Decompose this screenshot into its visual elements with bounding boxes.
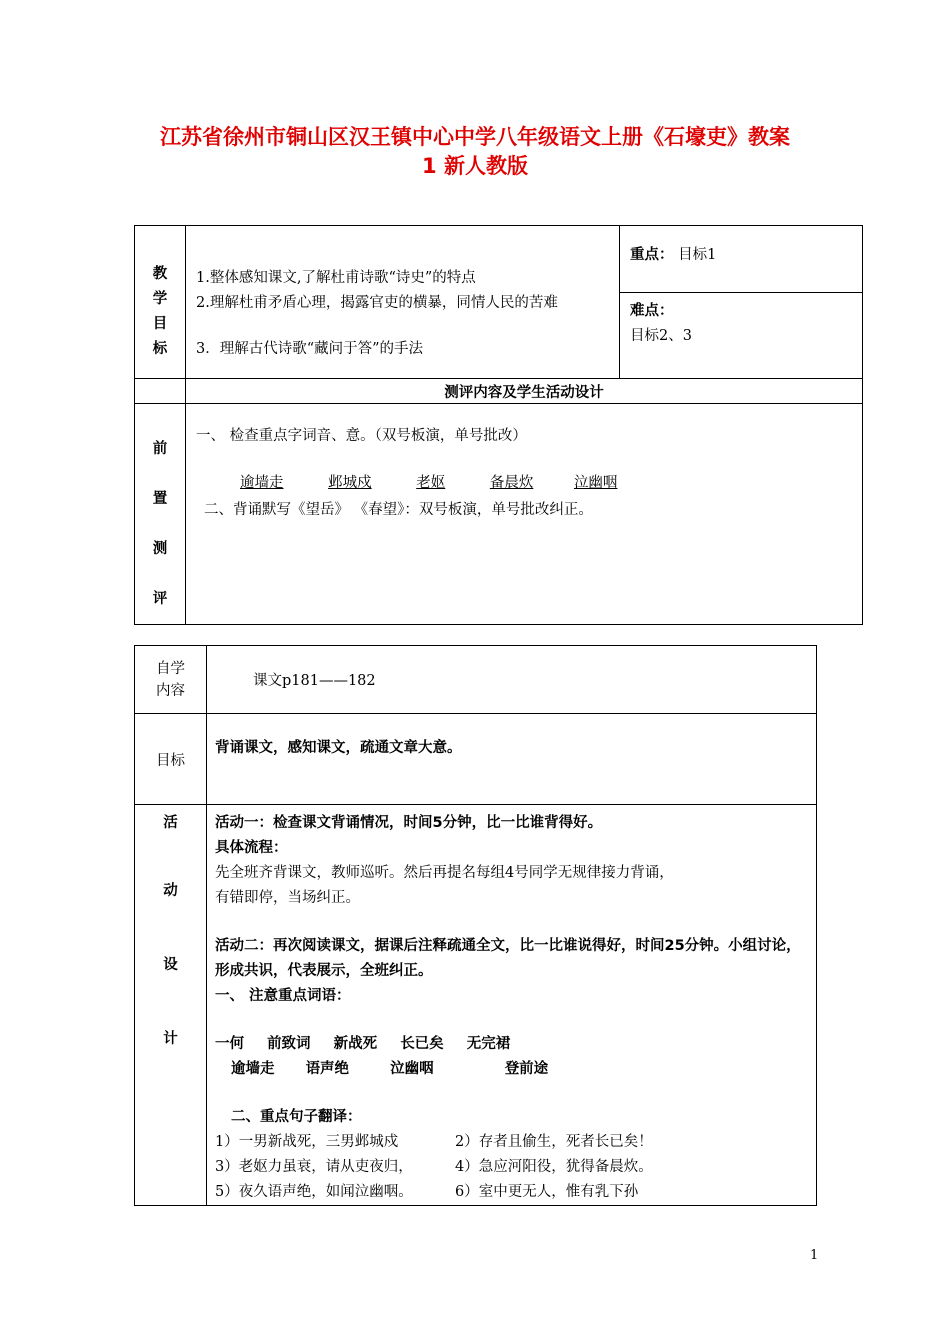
- pretest-word: 邺城戍: [328, 475, 372, 491]
- lesson-goals-table: [134, 225, 863, 625]
- activity-label-char: 计: [163, 1031, 178, 1047]
- key-word: 语声绝: [305, 1061, 350, 1077]
- words-row-1: [215, 1032, 808, 1057]
- key-point-label: 重点：: [630, 247, 674, 263]
- difficulty-cell: [620, 293, 863, 379]
- words-row-2: [215, 1057, 808, 1082]
- pretest-label-char: 前: [152, 441, 168, 457]
- pretest-label-char: 测: [152, 541, 168, 557]
- process-label: 具体流程：: [215, 840, 288, 856]
- goal-item: 2.理解杜甫矛盾心理，揭露官吏的横暴，同情人民的苦难: [196, 295, 558, 311]
- key-word: 登前途: [504, 1061, 549, 1077]
- header-blank-cell: [135, 379, 186, 404]
- activity-label-char: 设: [163, 957, 178, 973]
- goal-value: 背诵课文，感知课文，疏通文章大意。: [215, 740, 462, 756]
- key-word: 新战死: [333, 1036, 378, 1052]
- sentence-item: 6）室中更无人，惟有乳下孙: [455, 1184, 639, 1200]
- sentence-item: 3）老妪力虽衰，请从吏夜归，: [215, 1159, 413, 1175]
- sentence-item: 1）一男新战死，三男邺城戍: [215, 1134, 399, 1150]
- goal-content-cell: [207, 714, 817, 805]
- key-word: 前致词: [267, 1036, 311, 1052]
- pretest-word-list: [196, 471, 862, 492]
- goals-label-char: 标: [152, 341, 168, 357]
- pretest-label-char: 置: [152, 491, 168, 507]
- activity-label-cell: [135, 805, 207, 1206]
- key-word: 无完裙: [466, 1036, 511, 1052]
- process-line: 有错即停，当场纠正。: [215, 890, 360, 906]
- words-heading: 一、 注意重点词语：: [215, 988, 351, 1004]
- activity-label-char: 动: [163, 883, 178, 899]
- sentence-row: [215, 1180, 808, 1205]
- sentence-row: [215, 1155, 808, 1180]
- key-word: 泣幽咽: [390, 1061, 434, 1077]
- selfstudy-content-cell: [207, 646, 817, 714]
- pretest-label-cell: [135, 404, 186, 625]
- sentence-item: 5）夜久语声绝，如闻泣幽咽。: [215, 1184, 413, 1200]
- goal-item: 3．理解古代诗歌“藏问于答”的手法: [196, 341, 424, 357]
- sentence-item: 2）存者且偷生，死者长已矣！: [455, 1134, 653, 1150]
- goals-label-cell: [135, 226, 186, 379]
- pretest-word: 备晨炊: [489, 475, 534, 491]
- section-header: 测评内容及学生活动设计: [186, 379, 863, 404]
- goal-label: 目标: [135, 714, 207, 805]
- sentence-item: 4）急应河阳役，犹得备晨炊。: [455, 1159, 653, 1175]
- activity-content-cell: [207, 805, 817, 1206]
- key-word: 长已矣: [400, 1036, 444, 1052]
- selfstudy-label-cell: [135, 646, 207, 714]
- activity-2: 活动二：再次阅读课文，据课后注释疏通全文，比一比谁说得好，时间25分钟。小组讨论，形成共识，代表展示，全班纠正。: [215, 938, 801, 979]
- key-word: 逾墙走: [231, 1061, 275, 1077]
- goal-item: 1.整体感知课文,了解杜甫诗歌“诗史”的特点: [196, 270, 476, 286]
- goals-label-char: 目: [152, 316, 168, 332]
- difficulty-value: 目标2、3: [630, 328, 692, 344]
- pretest-item-1: 一、 检查重点字词音、意。（双号板演，单号批改）: [196, 428, 527, 444]
- title-line-2: 1 新人教版: [422, 154, 528, 178]
- pretest-item-2: 二、背诵默写《望岳》 《春望》：双号板演，单号批改纠正。: [204, 502, 593, 518]
- key-point-cell: [620, 226, 863, 293]
- pretest-content-cell: [186, 404, 863, 625]
- selfstudy-label-line: 自学: [156, 661, 185, 677]
- pretest-word: 泣幽咽: [573, 475, 618, 491]
- sentences-heading: 二、重点句子翻译：: [231, 1109, 362, 1125]
- selfstudy-label-line: 内容: [156, 683, 185, 699]
- title-line-1: 江苏省徐州市铜山区汉王镇中心中学八年级语文上册《石壕吏》教案: [160, 125, 790, 149]
- document-title: [60, 123, 890, 181]
- pretest-word: 逾墙走: [240, 475, 284, 491]
- goals-label-char: 教: [152, 266, 168, 282]
- pretest-word: 老妪: [416, 475, 446, 491]
- key-point-value: 目标1: [678, 247, 717, 263]
- process-line: 先全班齐背课文，教师巡听。然后再提名每组4号同学无规律接力背诵，: [215, 865, 674, 881]
- difficulty-label: 难点：: [630, 303, 674, 319]
- pretest-label-char: 评: [152, 591, 168, 607]
- sentence-row: [215, 1130, 808, 1155]
- activity-table: [134, 645, 817, 1206]
- goals-content-cell: [186, 226, 620, 379]
- goals-label-char: 学: [152, 291, 168, 307]
- key-word: 一何: [215, 1036, 244, 1052]
- selfstudy-value: 课文p181——182: [253, 673, 376, 689]
- page-number: 1: [810, 1248, 819, 1263]
- activity-label-char: 活: [163, 815, 178, 831]
- activity-1: 活动一：检查课文背诵情况，时间5分钟，比一比谁背得好。: [215, 815, 603, 831]
